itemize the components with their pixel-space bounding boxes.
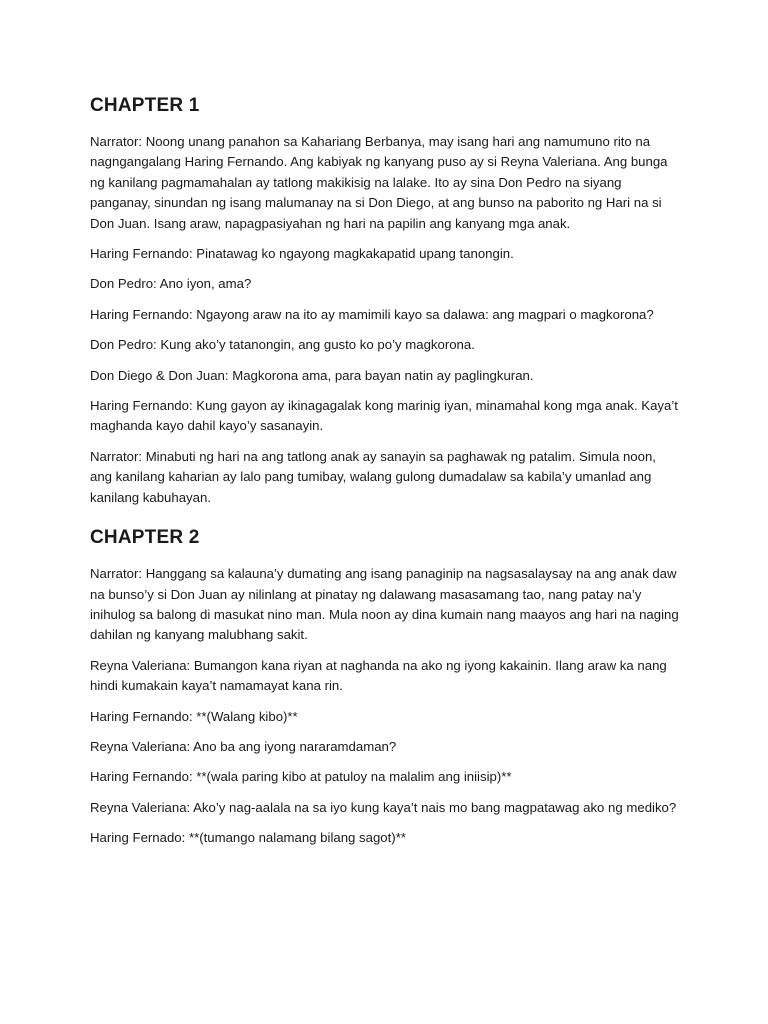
paragraph: Reyna Valeriana: Ako’y nag-aalala na sa iyo kung kaya’t nais mo bang magpatawag ako ng mediko? xyxy=(90,799,677,815)
paragraph: Reyna Valeriana: Ano ba ang iyong nararamdaman? xyxy=(90,738,397,754)
paragraph: Haring Fernado: **(tumango nalamang bilang sagot)** xyxy=(90,830,406,846)
chapter-heading: CHAPTER 1 xyxy=(90,95,200,116)
document-page xyxy=(90,94,680,859)
paragraph: Haring Fernando: **(Walang kibo)** xyxy=(90,708,298,724)
paragraph: Haring Fernando: Kung gayon ay ikinagagalak kong marinig iyan, minamahal kong mga anak. Kaya’t maghanda kayo dahil kayo’y sasanayin. xyxy=(90,398,678,434)
paragraph: Haring Fernando: Ngayong araw na ito ay mamimili kayo sa dalawa: ang magpari o magkorona? xyxy=(90,306,654,322)
paragraph: Narrator: Hanggang sa kalauna’y dumating ang isang panaginip na nagsasalaysay na ang anak daw na bunso’y si Don Juan ay nilinlang at pinatay ng dalawang masasamang tao, nang patay na’y inihulog sa balong di masukat nino man. Mula noon ay dina kumain nang maayos ang hari na naging dahilan ng kanyang malubhang sakit. xyxy=(90,566,679,643)
paragraph: Don Pedro: Ano iyon, ama? xyxy=(90,276,252,292)
paragraph: Don Pedro: Kung ako’y tatanongin, ang gusto ko po’y magkorona. xyxy=(90,337,475,353)
paragraph: Haring Fernando: **(wala paring kibo at patuloy na malalim ang iniisip)** xyxy=(90,769,512,785)
chapter-heading: CHAPTER 2 xyxy=(90,527,200,549)
chapter-2 xyxy=(90,526,680,848)
paragraph: Narrator: Minabuti ng hari na ang tatlong anak ay sanayin sa paghawak ng patalim. Simula noon, ang kanilang kaharian ay lalo pang tumibay, walang gulong dumadalaw sa kabila’y umanlad ang kanilang kabuhayan. xyxy=(90,448,656,505)
chapter-1 xyxy=(90,94,680,508)
paragraph: Narrator: Noong unang panahon sa Kahariang Berbanya, may isang hari ang namumuno rito na nagngangalang Haring Fernando. Ang kabiyak ng kanyang puso ay si Reyna Valeriana. Ang bunga ng kanilang pagmamahalan ay tatlong makikisig na lalake. Ito ay sina Don Pedro na siyang panganay, sinundan ng isang malumanay na si Don Diego, at ang bunso na paborito ng Hari na si Don Juan. Isang araw, napagpasiyahan ng hari na papilin ang kanyang mga anak. xyxy=(90,134,668,231)
paragraph: Haring Fernando: Pinatawag ko ngayong magkakapatid upang tanongin. xyxy=(90,246,514,262)
paragraph: Reyna Valeriana: Bumangon kana riyan at naghanda na ako ng iyong kakainin. Ilang araw ka nang hindi kumakain kaya’t namamayat kana rin. xyxy=(90,657,667,694)
paragraph: Don Diego & Don Juan: Magkorona ama, para bayan natin ay paglingkuran. xyxy=(90,367,534,383)
